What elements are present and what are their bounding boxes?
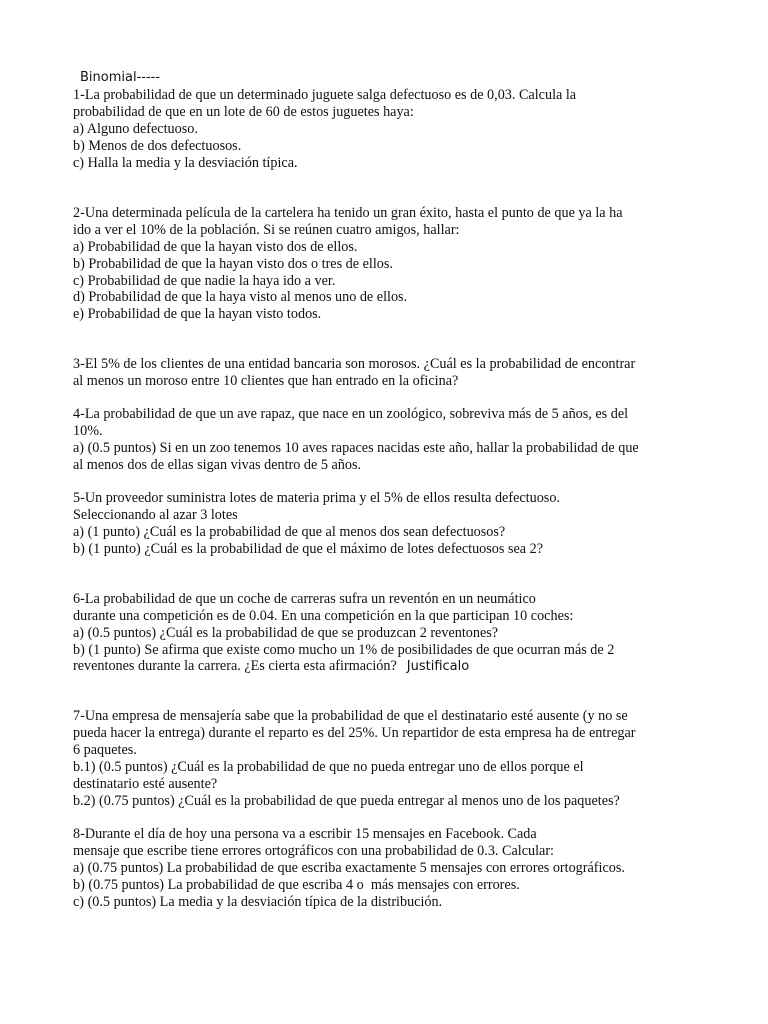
problem-line: a) Probabilidad de que la hayan visto dos de ellos. bbox=[73, 239, 358, 255]
trailing-note: Justificalo bbox=[406, 659, 470, 674]
problem-line: c) (0.5 puntos) La media y la desviación típica de la distribución. bbox=[73, 894, 443, 910]
problem-line: pueda hacer la entrega) durante el reparto es del 25%. Un repartidor de esta empresa ha de entregar bbox=[73, 725, 636, 741]
problem-line: b) Menos de dos defectuosos. bbox=[73, 138, 242, 154]
problem-line-text: reventones durante la carrera. ¿Es cierta esta afirmación? bbox=[73, 658, 397, 674]
problem-line: durante una competición es de 0.04. En una competición en la que participan 10 coches: bbox=[73, 608, 574, 624]
problem-line: probabilidad de que en un lote de 60 de estos juguetes haya: bbox=[73, 104, 414, 120]
problem-line: 2-Una determinada película de la cartelera ha tenido un gran éxito, hasta el punto de que ya la ha bbox=[73, 205, 623, 221]
problem-line: b) (0.75 puntos) La probabilidad de que escriba 4 o más mensajes con errores. bbox=[73, 877, 520, 893]
problem-line bbox=[73, 658, 469, 675]
problem-line: 1-La probabilidad de que un determinado juguete salga defectuoso es de 0,03. Calcula la bbox=[73, 87, 577, 103]
problem-line: mensaje que escribe tiene errores ortográficos con una probabilidad de 0.3. Calcular: bbox=[73, 843, 555, 859]
problem-line: a) (0.5 puntos) Si en un zoo tenemos 10 aves rapaces nacidas este año, hallar la probabilidad de que bbox=[73, 440, 639, 456]
problem-line: 6 paquetes. bbox=[73, 742, 137, 758]
problem-line: destinatario esté ausente? bbox=[73, 776, 218, 792]
problem-line: 10%. bbox=[73, 423, 103, 439]
document-heading: Binomial----- bbox=[80, 70, 161, 85]
problem-line: Seleccionando al azar 3 lotes bbox=[73, 507, 238, 523]
problem-line: c) Halla la media y la desviación típica. bbox=[73, 155, 298, 171]
problem-line: 3-El 5% de los clientes de una entidad bancaria son morosos. ¿Cuál es la probabilidad de encontrar bbox=[73, 356, 636, 372]
problem-line: 6-La probabilidad de que un coche de carreras sufra un reventón en un neumático bbox=[73, 591, 536, 607]
problem-line: 7-Una empresa de mensajería sabe que la probabilidad de que el destinatario esté ausente (y no se bbox=[73, 708, 628, 724]
problem-line: b.1) (0.5 puntos) ¿Cuál es la probabilidad de que no pueda entregar uno de ellos porque el bbox=[73, 759, 584, 775]
problem-line: a) (0.5 puntos) ¿Cuál es la probabilidad de que se produzcan 2 reventones? bbox=[73, 625, 499, 641]
problem-line: b) (1 punto) ¿Cuál es la probabilidad de que el máximo de lotes defectuosos sea 2? bbox=[73, 541, 544, 557]
problem-line: d) Probabilidad de que la haya visto al menos uno de ellos. bbox=[73, 289, 408, 305]
problem-line: b) (1 punto) Se afirma que existe como mucho un 1% de posibilidades de que ocurran más de 2 bbox=[73, 642, 615, 658]
problem-line: e) Probabilidad de que la hayan visto todos. bbox=[73, 306, 322, 322]
problem-line: b) Probabilidad de que la hayan visto dos o tres de ellos. bbox=[73, 256, 393, 272]
problem-line: 5-Un proveedor suministra lotes de materia prima y el 5% de ellos resulta defectuoso. bbox=[73, 490, 560, 506]
problem-line: 8-Durante el día de hoy una persona va a escribir 15 mensajes en Facebook. Cada bbox=[73, 826, 537, 842]
problem-line: ido a ver el 10% de la población. Si se reúnen cuatro amigos, hallar: bbox=[73, 222, 460, 238]
problem-line: al menos un moroso entre 10 clientes que han entrado en la oficina? bbox=[73, 373, 459, 389]
problem-line: a) (1 punto) ¿Cuál es la probabilidad de que al menos dos sean defectuosos? bbox=[73, 524, 506, 540]
problem-line: c) Probabilidad de que nadie la haya ido a ver. bbox=[73, 273, 336, 289]
problem-line: b.2) (0.75 puntos) ¿Cuál es la probabilidad de que pueda entregar al menos uno de los paquetes? bbox=[73, 793, 620, 809]
problem-line: al menos dos de ellas sigan vivas dentro de 5 años. bbox=[73, 457, 362, 473]
problem-line: a) (0.75 puntos) La probabilidad de que escriba exactamente 5 mensajes con errores ortográficos. bbox=[73, 860, 625, 876]
problem-line: a) Alguno defectuoso. bbox=[73, 121, 198, 137]
problem-line: 4-La probabilidad de que un ave rapaz, que nace en un zoológico, sobreviva más de 5 años, es del bbox=[73, 406, 629, 422]
